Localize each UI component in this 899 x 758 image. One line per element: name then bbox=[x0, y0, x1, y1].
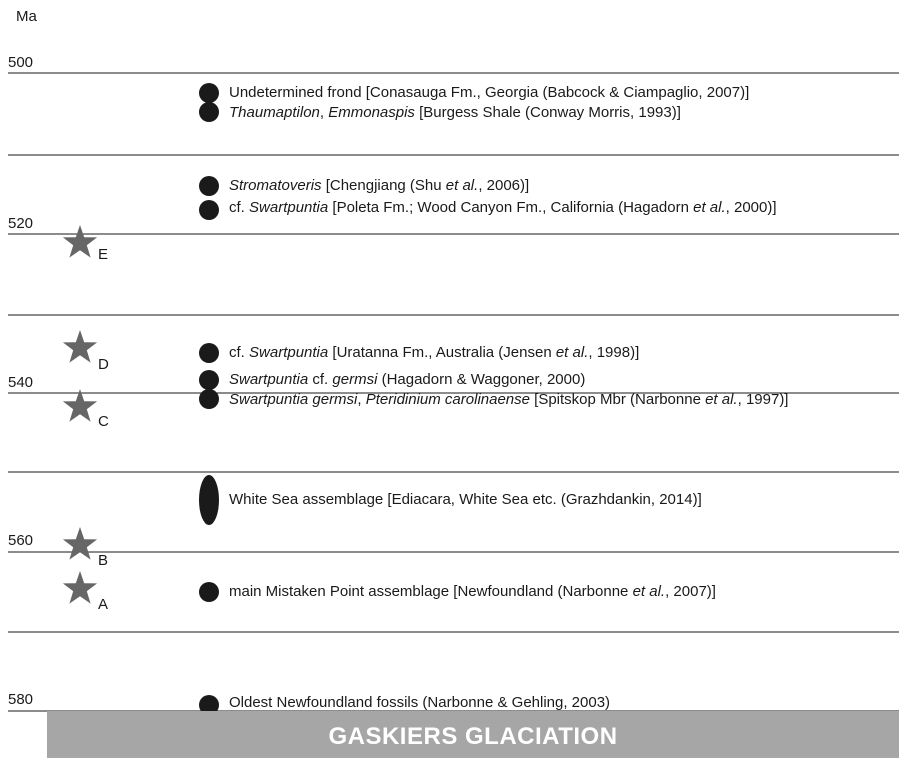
entry-text: cf. bbox=[229, 199, 250, 216]
taxon-name: et al. bbox=[705, 391, 738, 408]
entry-text: Undetermined frond [Conasauga Fm., Georgia (Babcock & Ciampaglio, 2007)] bbox=[229, 84, 750, 101]
entry-text: [Poleta Fm.; Wood Canyon Fm., California (Hagadorn bbox=[328, 199, 694, 216]
entry-swartpuntia-cf-germsi bbox=[229, 371, 585, 388]
dot-marker-icon bbox=[199, 389, 219, 409]
entry-text: , 1998)] bbox=[588, 344, 640, 361]
taxon-name: Pteridinium carolinaense bbox=[365, 391, 530, 408]
age-label-520: 520 bbox=[8, 215, 34, 232]
entry-oldest-newfoundland bbox=[229, 694, 610, 711]
taxon-name: et al. bbox=[445, 177, 479, 194]
star-a-icon bbox=[63, 571, 97, 604]
entry-text: [Uratanna Fm., Australia (Jensen bbox=[328, 344, 556, 361]
star-letter-b: B bbox=[98, 552, 109, 569]
entry-white-sea bbox=[229, 491, 702, 508]
entry-text: , bbox=[357, 391, 366, 408]
taxon-name: et al. bbox=[693, 199, 726, 216]
glaciation-label: GASKIERS GLACIATION bbox=[328, 723, 618, 750]
taxon-name: Swartpuntia bbox=[249, 199, 329, 216]
taxon-name: et al. bbox=[632, 583, 666, 600]
dot-marker-icon bbox=[199, 102, 219, 122]
taxon-name: Swartpuntia bbox=[229, 371, 309, 388]
dot-marker-icon bbox=[199, 370, 219, 390]
entry-uratanna bbox=[229, 344, 639, 361]
star-b-icon bbox=[63, 527, 97, 560]
markers-group bbox=[199, 83, 219, 715]
entry-chengjiang bbox=[229, 177, 529, 194]
star-letter-c: C bbox=[98, 413, 109, 430]
taxon-name: Thaumaptilon bbox=[229, 104, 320, 121]
entry-text: [Burgess Shale (Conway Morris, 1993)] bbox=[414, 104, 681, 121]
dot-marker-icon bbox=[199, 200, 219, 220]
star-e-icon bbox=[63, 225, 97, 258]
dot-marker-icon bbox=[199, 83, 219, 103]
entry-text: , bbox=[319, 104, 329, 121]
oval-marker-icon bbox=[199, 475, 219, 525]
entry-text: , 1997)] bbox=[737, 391, 789, 408]
age-label-560: 560 bbox=[8, 532, 34, 549]
entry-text: , 2006)] bbox=[478, 177, 530, 194]
star-d-icon bbox=[63, 330, 97, 363]
entry-mistaken-point bbox=[229, 583, 716, 600]
taxon-name: Stromatoveris bbox=[229, 177, 322, 194]
entry-text: , 2007)] bbox=[665, 583, 716, 600]
age-label-500: 500 bbox=[8, 54, 34, 71]
entry-spitskop bbox=[229, 391, 788, 408]
star-letter-e: E bbox=[98, 246, 109, 263]
taxon-name: Emmonaspis bbox=[328, 104, 415, 121]
star-letter-d: D bbox=[98, 356, 109, 373]
dot-marker-icon bbox=[199, 343, 219, 363]
taxon-name: Swartpuntia bbox=[249, 344, 329, 361]
star-c-icon bbox=[63, 389, 97, 422]
entry-text: , 2000)] bbox=[725, 199, 777, 216]
entry-conasauga bbox=[229, 84, 749, 101]
axis-unit-label: Ma bbox=[16, 8, 37, 25]
entry-poleta-wood-canyon bbox=[229, 199, 777, 216]
entry-text: main Mistaken Point assemblage [Newfoundland (Narbonne bbox=[229, 583, 633, 600]
glaciation-bar bbox=[47, 711, 899, 758]
entry-text: [Spitskop Mbr (Narbonne bbox=[530, 391, 706, 408]
entry-burgess-shale bbox=[229, 104, 681, 121]
stars-group bbox=[63, 225, 97, 604]
entry-text: cf. bbox=[229, 344, 250, 361]
entry-text: Oldest Newfoundland fossils (Narbonne & Gehling, 2003) bbox=[229, 694, 611, 711]
star-letter-a: A bbox=[98, 596, 109, 613]
taxon-name: et al. bbox=[555, 344, 589, 361]
entry-text: cf. bbox=[308, 371, 333, 388]
age-label-580: 580 bbox=[8, 691, 34, 708]
entry-text: White Sea assemblage [Ediacara, White Sea etc. (Grazhdankin, 2014)] bbox=[229, 491, 702, 508]
entry-text: (Hagadorn & Waggoner, 2000) bbox=[377, 371, 586, 388]
dot-marker-icon bbox=[199, 582, 219, 602]
dot-marker-icon bbox=[199, 176, 219, 196]
taxon-name: germsi bbox=[332, 371, 378, 388]
age-label-540: 540 bbox=[8, 374, 34, 391]
entry-text: [Chengjiang (Shu bbox=[321, 177, 446, 194]
taxon-name: Swartpuntia germsi bbox=[229, 391, 358, 408]
